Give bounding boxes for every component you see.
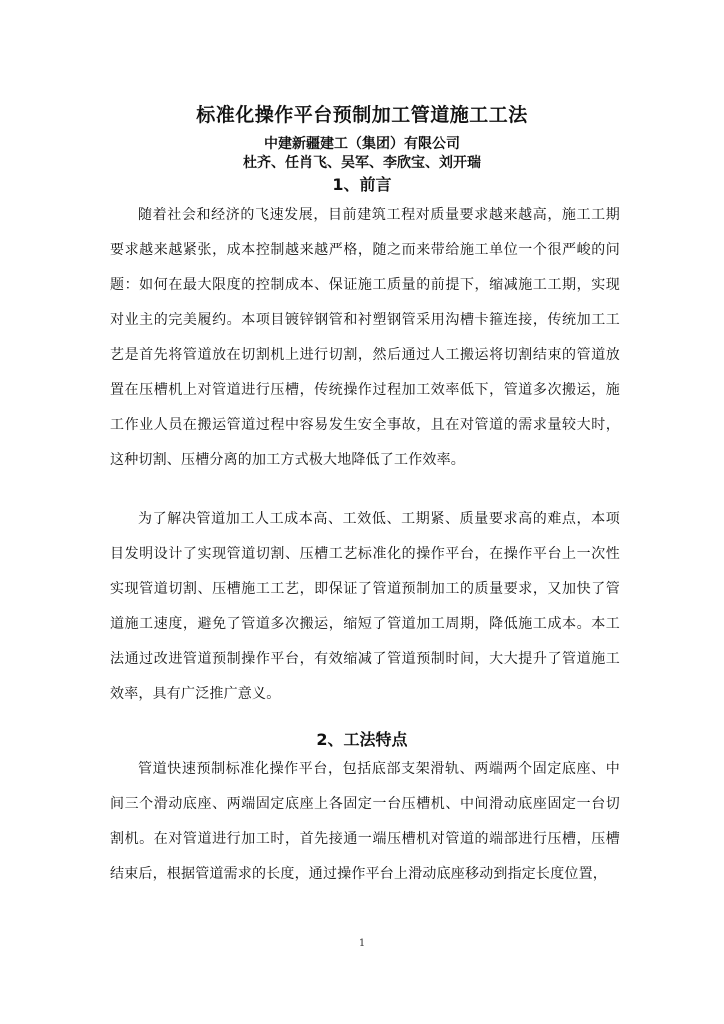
section-heading-preface: 1、前言	[332, 175, 392, 194]
page-number: 1	[358, 938, 366, 949]
paragraph-preface-1: 随着社会和经济的飞速发展，目前建筑工程对质量要求越来越高，施工工期要求越来越紧张，成本控制越来越严格，随之而来带给施工单位一个很严峻的问题：如何在最大限度的控制成本、保证施工质量的前提下，缩减施工工期，实现对业主的完美履约。本项目镀锌钢管和衬塑钢管采用沟槽卡箍连接，传统加工工艺是首先将管道放在切割机上进行切割，然后通过人工搬运将切割结束的管道放置在压槽机上对管道进行压槽，传统操作过程加工效率低下，管道多次搬运，施工作业人员在搬运管道过程中容易发生安全事故，且在对管道的需求量较大时，这种切割、压槽分离的加工方式极大地降低了工作效率。	[110, 207, 620, 468]
section-heading-features: 2、工法特点	[316, 730, 408, 749]
author-list: 杜齐、任肖飞、吴军、李欣宝、刘开瑞	[243, 155, 481, 171]
organization-name: 中建新疆建工（集团）有限公司	[264, 136, 460, 152]
paragraph-features-1: 管道快速预制标准化操作平台，包括底部支架滑轨、两端两个固定底座、中间三个滑动底座、两端固定底座上各固定一台压槽机、中间滑动底座固定一台切割机。在对管道进行加工时，首先接通一端压槽机对管道的端部进行压槽，压槽结束后，根据管道需求的长度，通过操作平台上滑动底座移动到指定长度位置，	[110, 761, 620, 882]
paragraph-preface-2: 为了解决管道加工人工成本高、工效低、工期紧、质量要求高的难点，本项目发明设计了实现管道切割、压槽工艺标准化的操作平台，在操作平台上一次性实现管道切割、压槽施工工艺，即保证了管道预制加工的质量要求，又加快了管道施工速度，避免了管道多次搬运，缩短了管道加工周期，降低施工成本。本工法通过改进管道预制操作平台，有效缩减了管道预制时间，大大提升了管道施工效率，具有广泛推广意义。	[110, 511, 620, 702]
document-title: 标准化操作平台预制加工管道施工工法	[196, 104, 528, 126]
